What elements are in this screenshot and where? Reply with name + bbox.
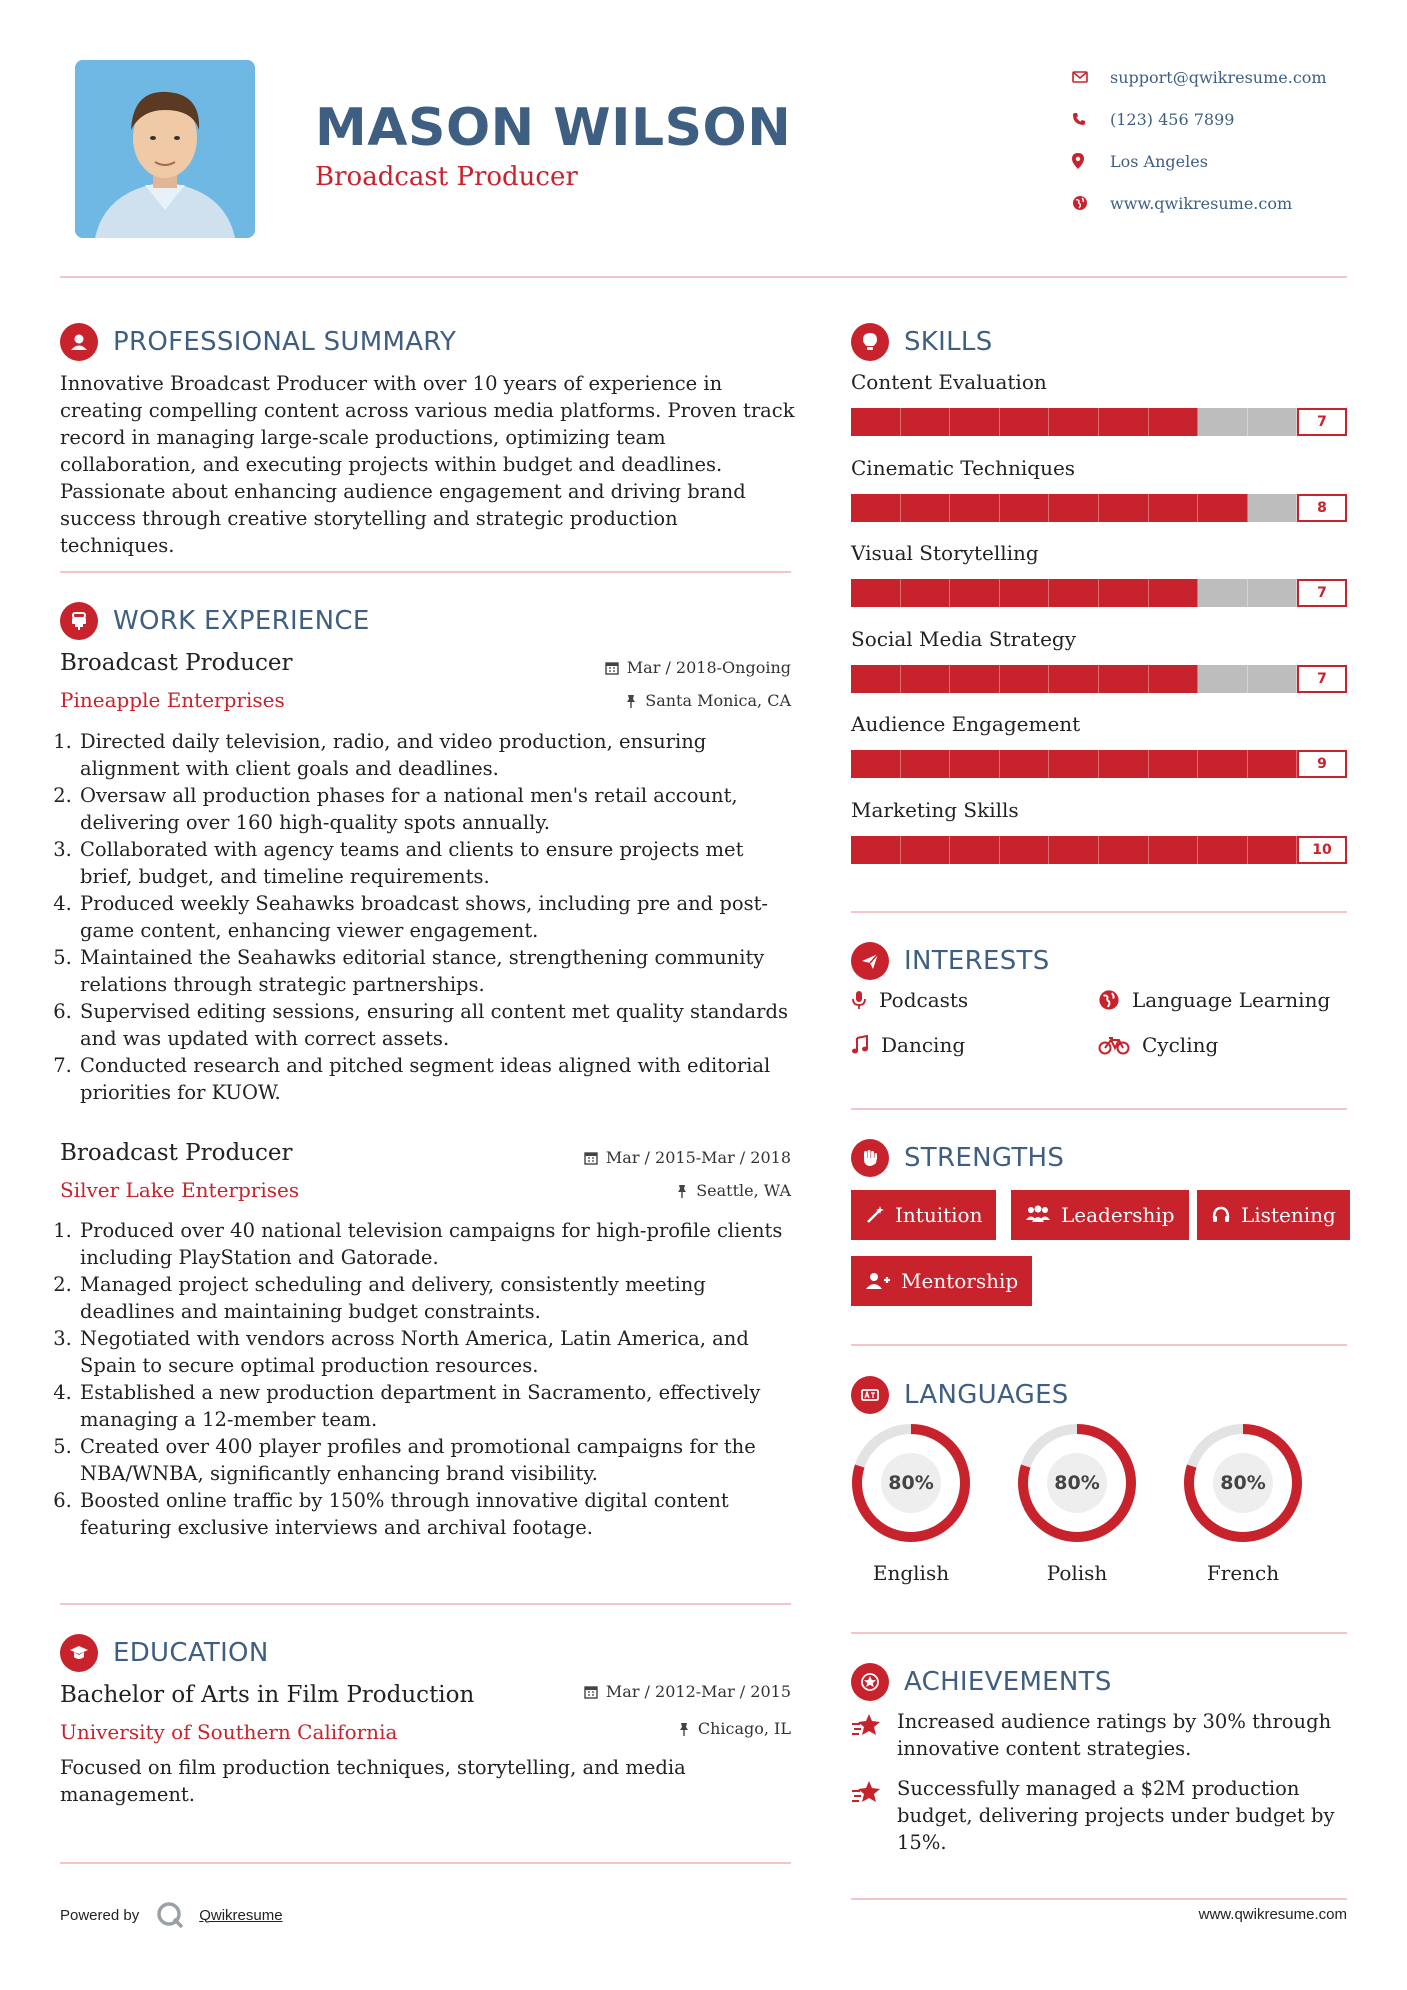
skill-bar-segment (1000, 494, 1050, 522)
skill-bar-segment (1198, 750, 1248, 778)
job-2-company: Silver Lake Enterprises (60, 1178, 300, 1202)
skill-bar-segment (1248, 750, 1298, 778)
skill-bar-segment (1000, 579, 1050, 607)
skill-bar-segment (950, 836, 1000, 864)
skill-bar-segment (950, 579, 1000, 607)
list-item: 4. Produced weekly Seahawks broadcast shows, including pre and post-game content, enhancing viewer engagement. (78, 890, 795, 944)
interest-dancing: Dancing (851, 1033, 965, 1057)
skill-bar-segment (1149, 408, 1199, 436)
skill-bar-segment (1049, 750, 1099, 778)
skill-bar-segment (901, 408, 951, 436)
language-progress-ring (1183, 1423, 1303, 1543)
skill-bar-segment (851, 408, 901, 436)
skill-bar-segment (1049, 494, 1099, 522)
language-percent: 80% (1213, 1453, 1273, 1513)
skill-name: Content Evaluation (851, 370, 1047, 394)
phone-icon (1072, 112, 1110, 126)
footer-website[interactable]: www.qwikresume.com (1198, 1906, 1347, 1923)
skill-name: Social Media Strategy (851, 626, 1077, 651)
skill-bar-segment (1099, 750, 1149, 778)
job-1-bullets (60, 728, 795, 1106)
envelope-icon (1072, 71, 1110, 83)
pushpin-icon (678, 1722, 690, 1736)
skill-bar-segment (1149, 836, 1199, 864)
summary-divider (60, 571, 791, 573)
education-school: University of Southern California (60, 1720, 398, 1744)
skill-bar-segment (1099, 665, 1149, 693)
skills-heading: SKILLS (851, 323, 993, 361)
magic-wand-icon (865, 1205, 885, 1225)
list-item: 7. Conducted research and pitched segment ideas aligned with editorial priorities for KUOW. (78, 1052, 795, 1106)
profile-photo (75, 60, 255, 238)
calendar-icon (584, 1151, 598, 1165)
skill-bar-segment (950, 750, 1000, 778)
education-heading: EDUCATION (60, 1634, 269, 1672)
list-item: 1. Directed daily television, radio, and video production, ensuring alignment with client goals and deadlines. (78, 728, 795, 782)
briefcase-icon (60, 602, 98, 640)
skill-bar-segment (1000, 665, 1050, 693)
strength-chip-intuition: Intuition (851, 1190, 996, 1240)
skill-level-badge: 7 (1297, 665, 1347, 693)
skill-name: Audience Engagement (851, 712, 1081, 736)
skill-bar-segment (1248, 579, 1298, 607)
skill-bar-segment (1049, 408, 1099, 436)
footer-brand-link[interactable]: Qwikresume (199, 1906, 283, 1924)
skill-bar-segment (1099, 579, 1149, 607)
job-1-title: Broadcast Producer (60, 650, 293, 676)
skill-name: Marketing Skills (851, 797, 1019, 822)
skill-level-badge: 10 (1297, 836, 1347, 864)
pushpin-icon (625, 694, 637, 708)
skill-bar-segment (1000, 750, 1050, 778)
skill-bar-segment (1000, 408, 1050, 436)
shooting-star-icon (851, 1779, 883, 1805)
education-description: Focused on film production techniques, storytelling, and media management. (60, 1756, 686, 1806)
list-item: 6. Supervised editing sessions, ensuring all content met quality standards and was updated with correct assets. (78, 998, 795, 1052)
skill-bar-segment (1198, 408, 1248, 436)
skill-bar-segment (1099, 494, 1149, 522)
list-item: 1. Produced over 40 national television campaigns for high-profile clients including PlayStation and Gatorade. (78, 1217, 795, 1271)
bicycle-icon (1098, 1035, 1130, 1055)
job-2-bullets (60, 1217, 795, 1541)
strength-chip-leadership: Leadership (1011, 1190, 1189, 1240)
language-percent: 80% (881, 1453, 941, 1513)
paper-plane-icon (851, 942, 889, 980)
interests-heading: INTERESTS (851, 942, 1050, 980)
lightbulb-icon (851, 323, 889, 361)
globe-icon (1072, 195, 1110, 211)
skill-bar (851, 494, 1347, 522)
skill-bar-segment (1198, 665, 1248, 693)
interests-divider (851, 1108, 1347, 1110)
job-1-location: Santa Monica, CA (480, 691, 791, 710)
job-1-date: Mar / 2018-Ongoing (480, 658, 791, 677)
language-progress-ring (1017, 1423, 1137, 1543)
strengths-divider (851, 1344, 1347, 1346)
calendar-icon (584, 1685, 598, 1699)
achievements-heading: ACHIEVEMENTS (851, 1663, 1112, 1701)
skill-level-badge: 7 (1297, 579, 1347, 607)
achievement-item-1: Increased audience ratings by 30% through innovative content strategies. (851, 1708, 1347, 1762)
strengths-heading: STRENGTHS (851, 1139, 1064, 1177)
achievement-item-2: Successfully managed a $2M production budget, delivering projects under budget by 15%. (851, 1775, 1347, 1856)
skill-bar-segment (1198, 836, 1248, 864)
map-pin-icon (1072, 153, 1110, 169)
education-date: Mar / 2012-Mar / 2015 (480, 1682, 791, 1701)
interest-podcasts: Podcasts (851, 988, 968, 1012)
header-divider (60, 276, 1347, 278)
language-item (1178, 1423, 1308, 1585)
job-1-company: Pineapple Enterprises (60, 688, 285, 712)
language-item (1012, 1423, 1142, 1585)
pushpin-icon (676, 1184, 688, 1198)
skill-bar-segment (901, 665, 951, 693)
star-badge-icon (851, 1663, 889, 1701)
language-percent: 80% (1047, 1453, 1107, 1513)
skill-bar-segment (1149, 665, 1199, 693)
skill-bar-segment (1049, 665, 1099, 693)
skill-bar (851, 408, 1347, 436)
skill-bar-segment (1198, 494, 1248, 522)
skill-bar-segment (901, 750, 951, 778)
skill-bar-segment (901, 579, 951, 607)
list-item: 5. Maintained the Seahawks editorial stance, strengthening community relations through strategic partnerships. (78, 944, 795, 998)
skill-bar-segment (1248, 836, 1298, 864)
skill-bar-segment (851, 579, 901, 607)
skill-name: Cinematic Techniques (851, 455, 1076, 480)
language-name: Polish (1046, 1561, 1108, 1585)
list-item: 4. Established a new production department in Sacramento, effectively managing a 12-member team. (78, 1379, 795, 1433)
headphones-icon (1211, 1205, 1231, 1225)
skill-bar-segment (1198, 579, 1248, 607)
list-item: 2. Oversaw all production phases for a national men's retail account, delivering over 160 high-quality spots annually. (78, 782, 795, 836)
skill-bar-segment (1099, 408, 1149, 436)
strength-chip-listening: Listening (1197, 1190, 1350, 1240)
contact-email[interactable]: support@qwikresume.com (1072, 56, 1372, 98)
candidate-title: Broadcast Producer (315, 162, 578, 192)
skill-bar-segment (1149, 750, 1199, 778)
translate-icon (851, 1376, 889, 1414)
experience-divider (60, 1603, 791, 1605)
list-item: 6. Boosted online traffic by 150% through innovative digital content featuring exclusive interviews and archival footage. (78, 1487, 795, 1541)
music-note-icon (851, 1035, 869, 1055)
skill-level-badge: 8 (1297, 494, 1347, 522)
user-plus-icon (865, 1271, 891, 1291)
skill-bar-segment (1248, 494, 1298, 522)
skill-bar-segment (1149, 579, 1199, 607)
summary-heading: PROFESSIONAL SUMMARY (60, 323, 456, 361)
graduation-icon (60, 1634, 98, 1672)
skill-bar-segment (1099, 836, 1149, 864)
job-2-title: Broadcast Producer (60, 1140, 293, 1166)
users-icon (1025, 1205, 1051, 1225)
skill-bar (851, 750, 1347, 778)
skill-bar-segment (1049, 836, 1099, 864)
job-2-location: Seattle, WA (480, 1181, 791, 1200)
user-circle-icon (60, 323, 98, 361)
list-item: 3. Negotiated with vendors across North America, Latin America, and Spain to secure optimal production resources. (78, 1325, 795, 1379)
contact-location: Los Angeles (1072, 140, 1372, 182)
skill-bar-segment (851, 836, 901, 864)
language-name: French (1206, 1561, 1280, 1585)
candidate-name: MASON WILSON (315, 98, 792, 158)
education-location: Chicago, IL (480, 1719, 791, 1738)
skill-bar-segment (950, 408, 1000, 436)
skill-bar-segment (1248, 665, 1298, 693)
skill-level-badge: 9 (1297, 750, 1347, 778)
skill-bar-segment (950, 494, 1000, 522)
skill-bar-segment (851, 665, 901, 693)
skill-bar (851, 836, 1347, 864)
list-item: 3. Collaborated with agency teams and clients to ensure projects met brief, budget, and timeline requirements. (78, 836, 795, 890)
globe-icon (1098, 989, 1120, 1011)
interest-language-learning: Language Learning (1098, 988, 1330, 1012)
languages-heading: LANGUAGES (851, 1376, 1069, 1414)
footer-powered-by: Powered by Qwikresume (60, 1900, 283, 1930)
skill-bar-segment (901, 836, 951, 864)
skill-bar (851, 665, 1347, 693)
skill-bar-segment (1248, 408, 1298, 436)
skill-name: Visual Storytelling (851, 541, 1039, 565)
education-degree: Bachelor of Arts in Film Production (60, 1682, 475, 1708)
skill-bar (851, 579, 1347, 607)
contact-website[interactable]: www.qwikresume.com (1072, 182, 1372, 224)
contact-list (1072, 56, 1372, 224)
microphone-icon (851, 990, 867, 1010)
summary-text: Innovative Broadcast Producer with over 10 years of experience in creating compelling content across various media platforms. Proven track record in managing large-scale productions, optimizing team collaboration, and executing projects within budget and deadlines. Passionate about enhancing audience engagement and driving brand success through creative storytelling and strategic production techniques. (60, 372, 795, 557)
calendar-icon (605, 661, 619, 675)
contact-phone[interactable]: (123) 456 7899 (1072, 98, 1372, 140)
language-item (846, 1423, 976, 1585)
job-2-date: Mar / 2015-Mar / 2018 (480, 1148, 791, 1167)
skill-bar-segment (1000, 836, 1050, 864)
languages-divider (851, 1632, 1347, 1634)
skill-level-badge: 7 (1297, 408, 1347, 436)
education-divider (60, 1862, 791, 1864)
skill-bar-segment (1049, 579, 1099, 607)
achievements-divider (851, 1898, 1347, 1900)
qwikresume-logo-icon (155, 1900, 185, 1930)
strength-chip-mentorship: Mentorship (851, 1256, 1032, 1306)
experience-heading: WORK EXPERIENCE (60, 602, 370, 640)
skills-divider (851, 911, 1347, 913)
skill-bar-segment (1149, 494, 1199, 522)
language-name: English (872, 1561, 950, 1585)
list-item: 5. Created over 400 player profiles and promotional campaigns for the NBA/WNBA, significantly enhancing brand visibility. (78, 1433, 795, 1487)
skill-bar-segment (851, 494, 901, 522)
fist-icon (851, 1139, 889, 1177)
skill-bar-segment (851, 750, 901, 778)
interest-cycling: Cycling (1098, 1033, 1218, 1057)
shooting-star-icon (851, 1712, 883, 1738)
skill-bar-segment (901, 494, 951, 522)
skill-bar-segment (950, 665, 1000, 693)
language-progress-ring (851, 1423, 971, 1543)
list-item: 2. Managed project scheduling and delivery, consistently meeting deadlines and maintaining budget constraints. (78, 1271, 795, 1325)
